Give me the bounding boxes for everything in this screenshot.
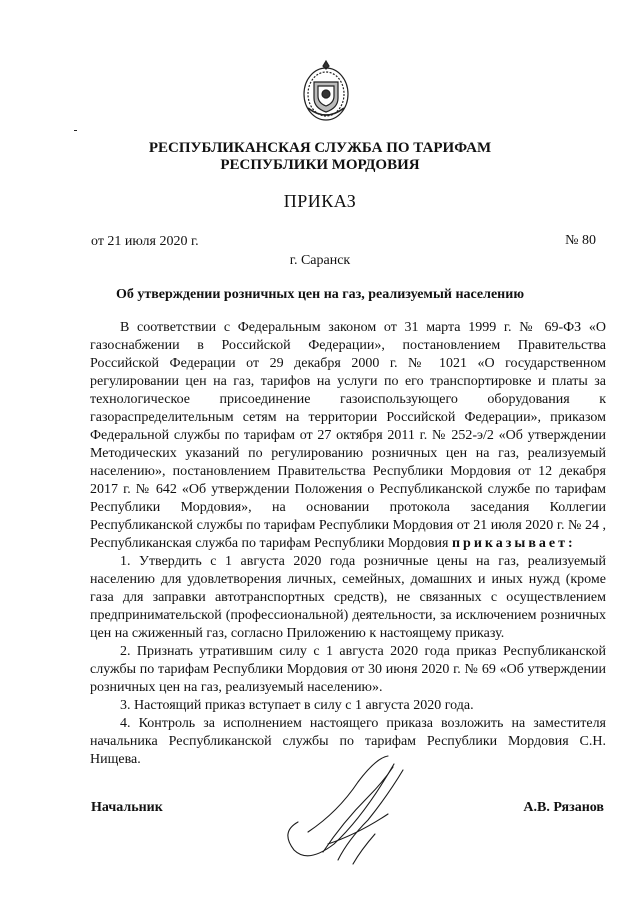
- document-type: ПРИКАЗ: [283, 191, 357, 211]
- order-item: 2. Признать утратившим силу с 1 августа 2020 года приказ Республиканской службы по тарифам Республики Мордовия от 30 июня 2020 г. № 69 «Об утверждении розничных цен на газ, реализуемый населению».: [90, 644, 606, 695]
- order-item: 1. Утвердить с 1 августа 2020 года розничные цены на газ, реализуемый населению для удовлетворения личных, семейных, домашних и иных нужд (кроме газа для заправки автотранспортных средств), не связанных с осуществлением предпринимательской (профессиональной) деятельности, за исключением розничных цен на сжиженный газ, согласно Приложению к настоящему приказу.: [90, 554, 606, 641]
- preamble-paragraph: [90, 319, 606, 553]
- document-number: № 80: [565, 233, 596, 248]
- order-item: 3. Настоящий приказ вступает в силу с 1 августа 2020 года.: [120, 698, 474, 713]
- signer-name: А.В. Рязанов: [523, 800, 604, 815]
- signer-position: Начальник: [91, 800, 163, 815]
- scan-speck: [74, 130, 77, 131]
- agency-name-line2: РЕСПУБЛИКИ МОРДОВИЯ: [220, 157, 420, 173]
- coat-of-arms-icon: [300, 58, 352, 124]
- order-word: приказывает:: [451, 536, 576, 551]
- document-date: от 21 июля 2020 г.: [91, 234, 199, 249]
- order-item: 4. Контроль за исполнением настоящего приказа возложить на заместителя начальника Республиканской службы по тарифам Республики Мордовия С.Н. Нищева.: [90, 716, 606, 767]
- order-items: [90, 553, 606, 769]
- document-city: г. Саранск: [289, 253, 351, 268]
- handwritten-signature-icon: [268, 752, 418, 870]
- preamble-text: В соответствии с Федеральным законом от 31 марта 1999 г. № 69-ФЗ «О газоснабжении в Российской Федерации», постановлением Правительства Российской Федерации от 29 декабря 2000 г. № 1021 «О государственном регулировании цен на газ, тарифов на услуги по его транспортировке и платы за технологическое присоединение газоиспользующего оборудования к газораспределительным сетям на территории Российской Федерации», приказом Федеральной службы по тарифам от 27 октября 2011 г. № 252-э/2 «Об утверждении Методических указаний по регулированию розничных цен на газ, реализуемый населению», постановлением Правительства Республики Мордовия от 12 декабря 2017 г. № 642 «Об утверждении Положения о Республиканской службе по тарифам Республики Мордовия», на основании протокола заседания Коллегии Республиканской службы по тарифам Республики Мордовия от 21 июля 2020 г. № 24 , Республиканская служба по тарифам Республики Мордовия: [90, 320, 606, 551]
- document-subject: Об утверждении розничных цен на газ, реализуемый населению: [115, 287, 525, 302]
- agency-name-line1: РЕСПУБЛИКАНСКАЯ СЛУЖБА ПО ТАРИФАМ: [148, 140, 492, 156]
